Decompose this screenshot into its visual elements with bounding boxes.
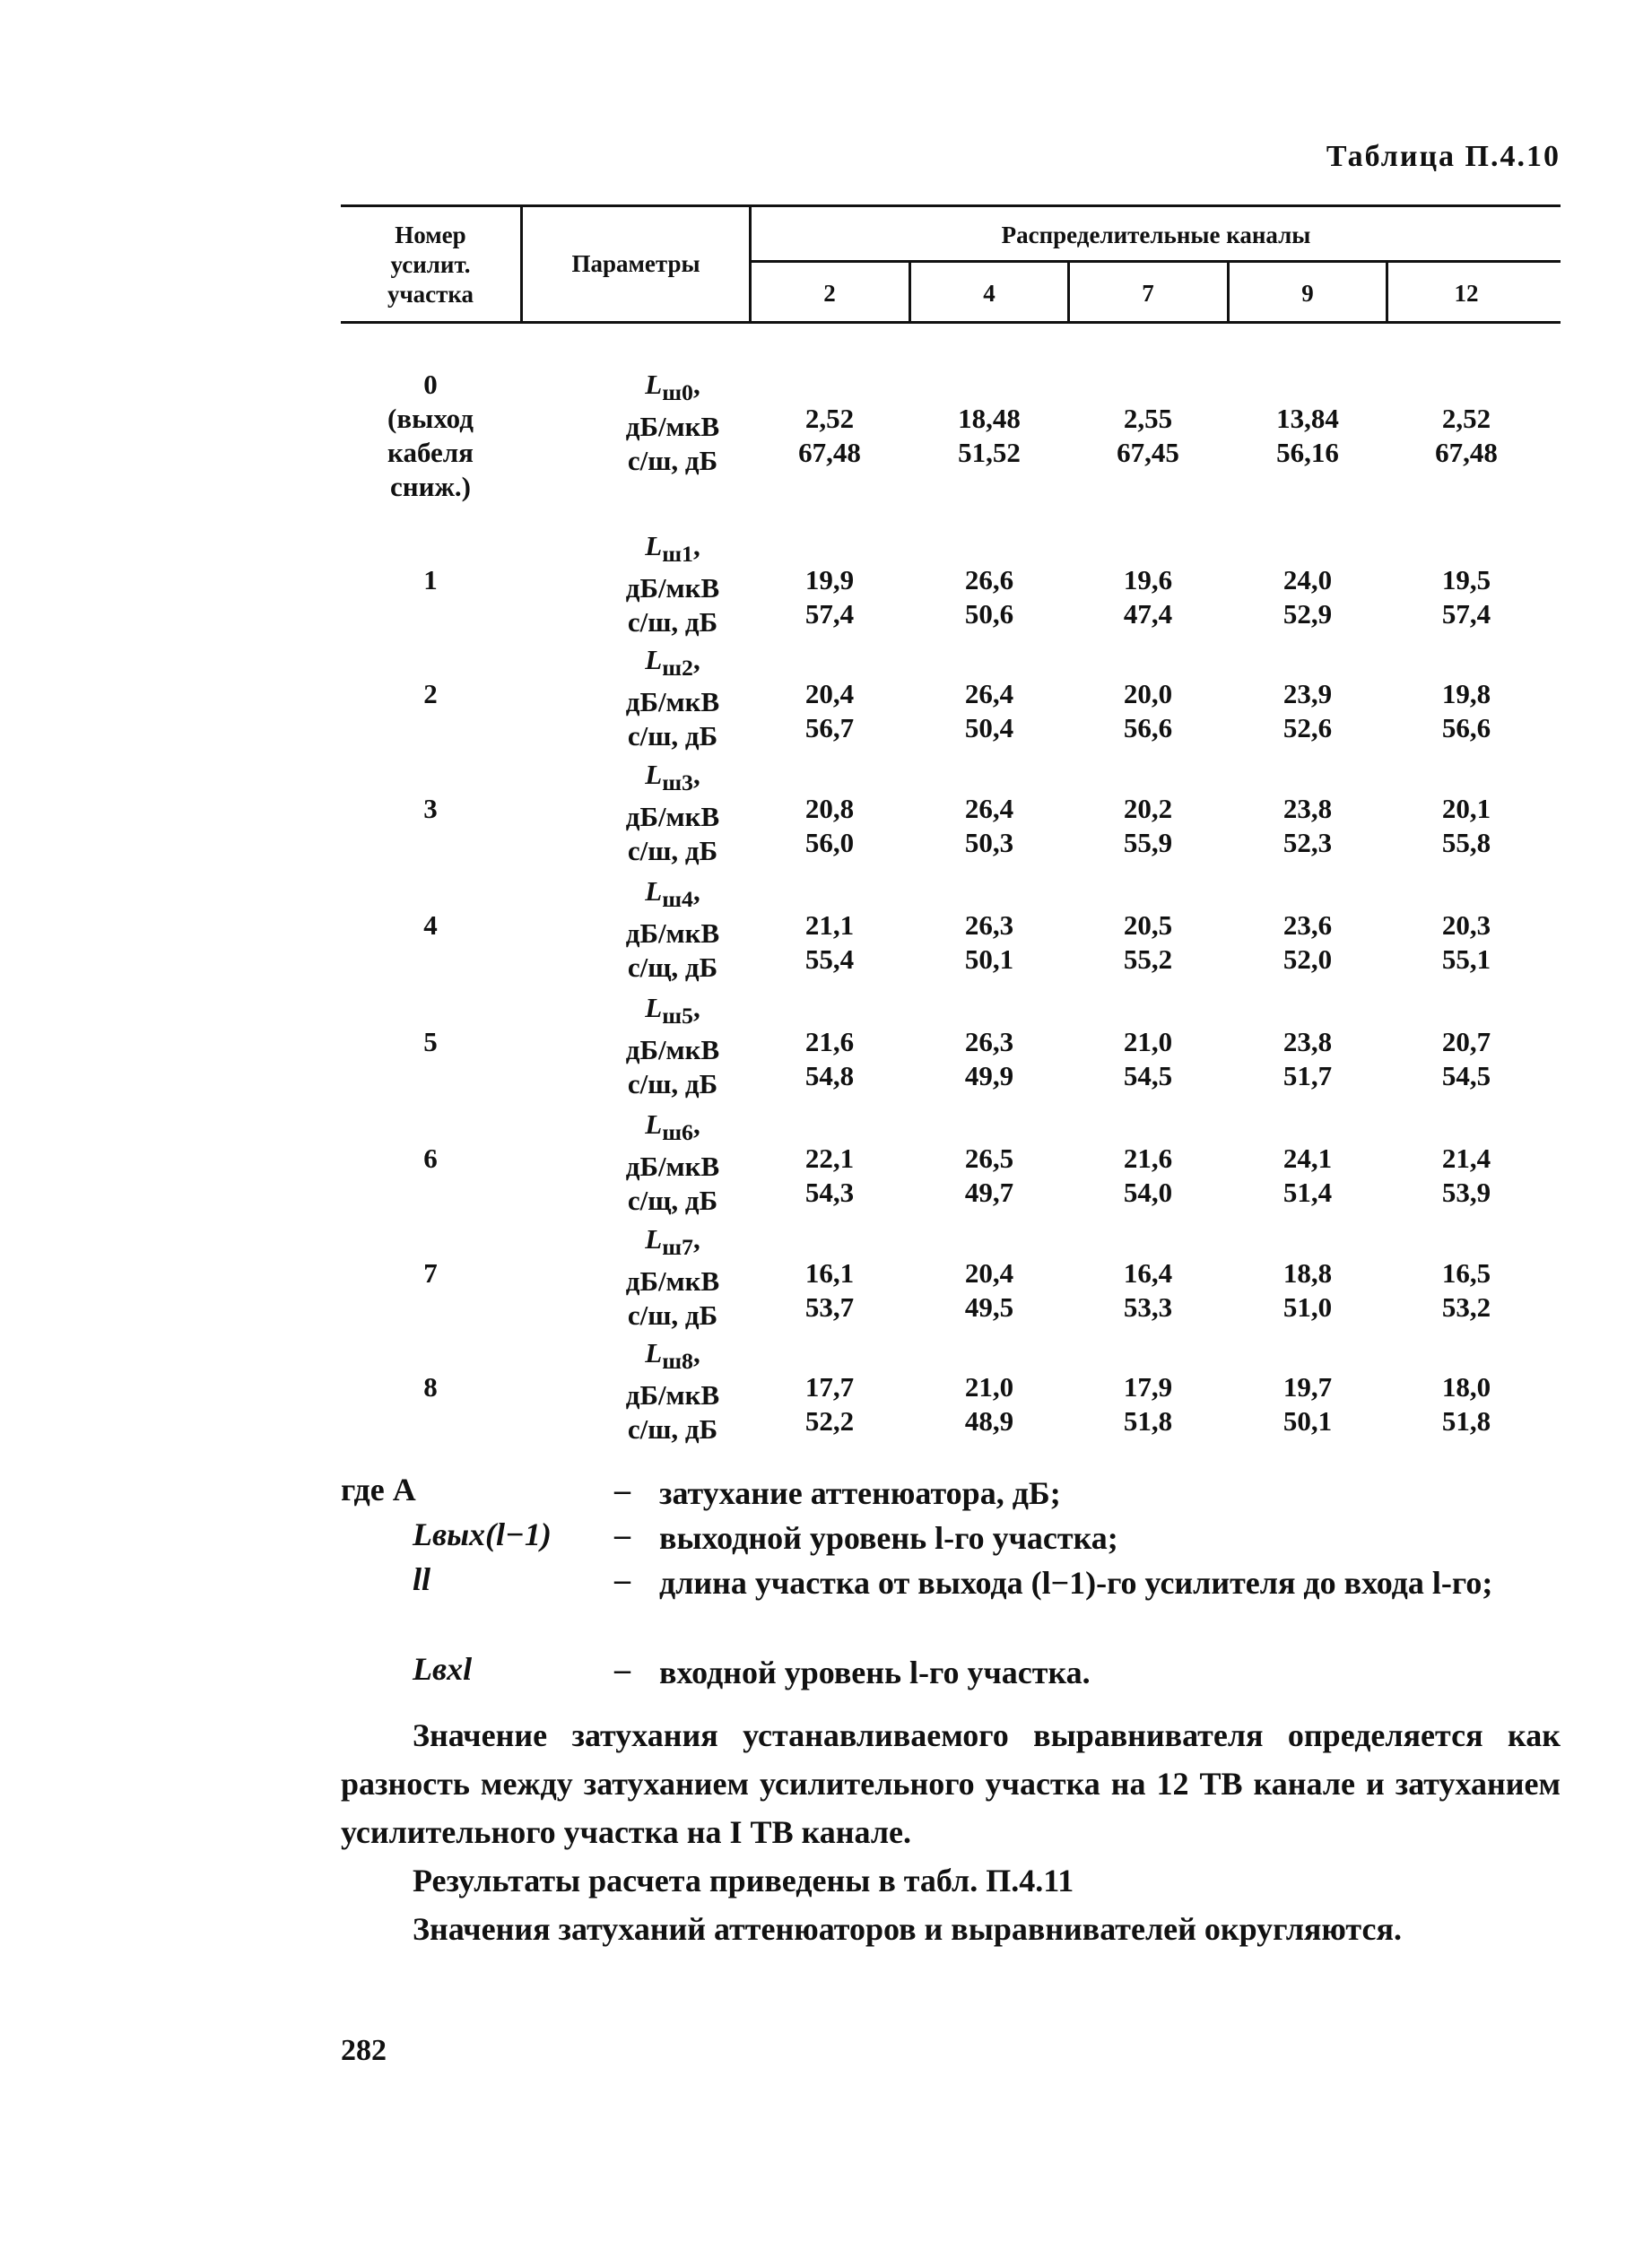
header-channel: 4 — [983, 280, 996, 307]
level-value: 23,8 — [1282, 793, 1333, 824]
sn-unit: с/щ, дБ — [627, 1185, 718, 1217]
level-value: 17,9 — [1123, 1371, 1173, 1403]
level-value: 26,6 — [964, 564, 1014, 595]
sn-value: 54,8 — [804, 1060, 855, 1091]
level-value: 18,48 — [958, 403, 1021, 434]
sn-value: 54,5 — [1441, 1060, 1491, 1091]
level-value: 20,7 — [1441, 1026, 1491, 1057]
legend-intro: где А — [341, 1472, 416, 1507]
table-top-rule — [341, 204, 1561, 207]
sn-value: 51,4 — [1282, 1177, 1333, 1208]
sn-value: 50,4 — [964, 712, 1014, 743]
level-unit: дБ/мкВ — [625, 1034, 720, 1066]
legend-item — [341, 1471, 1569, 1516]
level-value: 16,1 — [804, 1257, 855, 1289]
level-value: 24,1 — [1282, 1143, 1333, 1174]
level-value: 21,1 — [804, 909, 855, 941]
level-unit: дБ/мкВ — [625, 1379, 720, 1412]
level-value: 22,1 — [804, 1143, 855, 1174]
sn-value: 55,9 — [1123, 827, 1173, 858]
level-symbol: $L_{ш8}$, — [645, 1337, 700, 1375]
row-number — [341, 368, 520, 504]
level-unit: дБ/мкВ — [625, 917, 720, 950]
sn-value: 55,1 — [1441, 943, 1491, 975]
level-value: 20,2 — [1123, 793, 1173, 824]
page-number: 282 — [341, 2034, 387, 2067]
sn-value: 51,0 — [1282, 1291, 1333, 1323]
level-value: 20,8 — [804, 793, 855, 824]
row-number: 6 — [423, 1143, 438, 1174]
level-value: 19,8 — [1441, 678, 1491, 709]
sn-value: 67,48 — [1435, 437, 1498, 468]
level-unit: дБ/мкВ — [625, 801, 720, 833]
level-value: 26,4 — [964, 793, 1014, 824]
sn-value: 51,7 — [1282, 1060, 1333, 1091]
legend-dash: – — [614, 1516, 630, 1552]
sn-value: 50,3 — [964, 827, 1014, 858]
sn-value: 47,4 — [1123, 598, 1173, 630]
legend-text: длина участка от выхода (l−1)-го усилителя до входа l-го; — [659, 1565, 1493, 1601]
level-symbol: $L_{ш6}$, — [645, 1108, 700, 1146]
level-value: 18,0 — [1441, 1371, 1491, 1403]
level-symbol: $L_{ш0}$, — [645, 369, 700, 406]
level-value: 20,4 — [964, 1257, 1014, 1289]
sn-value: 56,0 — [804, 827, 855, 858]
paragraph: Результаты расчета приведены в табл. П.4.11 — [413, 1863, 1074, 1898]
legend-dash: – — [614, 1651, 630, 1687]
level-value: 19,5 — [1441, 564, 1491, 595]
channels-group-rule — [749, 260, 1561, 263]
level-value: 18,8 — [1282, 1257, 1333, 1289]
legend-item — [341, 1560, 1569, 1650]
level-value: 20,5 — [1123, 909, 1173, 941]
sn-value: 52,3 — [1282, 827, 1333, 858]
level-value: 20,1 — [1441, 793, 1491, 824]
level-symbol: $L_{ш1}$, — [645, 530, 700, 568]
level-value: 23,9 — [1282, 678, 1333, 709]
level-value: 26,5 — [964, 1143, 1014, 1174]
sn-unit: с/ш, дБ — [627, 720, 718, 752]
sn-value: 55,4 — [804, 943, 855, 975]
row-number: 2 — [423, 678, 438, 709]
legend-symbol: Lвхl — [413, 1651, 473, 1687]
level-value: 26,4 — [964, 678, 1014, 709]
sn-unit: с/ш, дБ — [627, 445, 718, 477]
header-number-col — [341, 221, 520, 309]
row-number: 4 — [423, 909, 438, 941]
header-channel: 7 — [1142, 280, 1154, 307]
row-number-line: 0 — [423, 369, 438, 400]
sn-value: 53,3 — [1123, 1291, 1173, 1323]
level-value: 21,0 — [964, 1371, 1014, 1403]
header-channel: 2 — [823, 280, 836, 307]
level-value: 20,3 — [1441, 909, 1491, 941]
header-bottom-rule — [341, 321, 1561, 324]
header-number-line: участка — [387, 281, 474, 308]
level-unit: дБ/мкВ — [625, 572, 720, 604]
sn-value: 57,4 — [804, 598, 855, 630]
sn-value: 51,8 — [1123, 1405, 1173, 1437]
sn-value: 52,6 — [1282, 712, 1333, 743]
level-value: 2,52 — [1441, 403, 1491, 434]
level-value: 23,8 — [1282, 1026, 1333, 1057]
sn-value: 51,8 — [1441, 1405, 1491, 1437]
sn-value: 54,3 — [804, 1177, 855, 1208]
level-value: 26,3 — [964, 1026, 1014, 1057]
level-unit: дБ/мкВ — [625, 686, 720, 718]
level-value: 2,52 — [804, 403, 855, 434]
level-value: 20,0 — [1123, 678, 1173, 709]
level-value: 19,7 — [1282, 1371, 1333, 1403]
body-text — [341, 1711, 1561, 1953]
sn-value: 50,6 — [964, 598, 1014, 630]
sn-unit: с/ш, дБ — [627, 606, 718, 639]
sn-value: 51,52 — [958, 437, 1021, 468]
level-value: 13,84 — [1276, 403, 1339, 434]
table-caption: Таблица П.4.10 — [1326, 140, 1561, 173]
legend-dash: – — [614, 1472, 630, 1507]
level-value: 2,55 — [1123, 403, 1173, 434]
sn-value: 54,0 — [1123, 1177, 1173, 1208]
legend-item — [341, 1650, 1569, 1695]
level-symbol: $L_{ш4}$, — [645, 875, 700, 913]
level-value: 26,3 — [964, 909, 1014, 941]
row-number: 7 — [423, 1257, 438, 1289]
legend-symbol: Lвых(l−1) — [413, 1516, 552, 1552]
header-channel: 9 — [1301, 280, 1314, 307]
sn-unit: с/ш, дБ — [627, 835, 718, 867]
legend-dash: – — [614, 1561, 630, 1597]
level-value: 23,6 — [1282, 909, 1333, 941]
level-value: 20,4 — [804, 678, 855, 709]
row-number-line: кабеля — [387, 437, 474, 468]
row-number-line: (выход — [387, 403, 474, 434]
level-symbol: $L_{ш2}$, — [645, 644, 700, 682]
sn-value: 54,5 — [1123, 1060, 1173, 1091]
level-unit: дБ/мкВ — [625, 1151, 720, 1183]
level-value: 19,9 — [804, 564, 855, 595]
sn-value: 50,1 — [1282, 1405, 1333, 1437]
level-symbol: $L_{ш3}$, — [645, 759, 700, 796]
level-value: 17,7 — [804, 1371, 855, 1403]
row-number: 3 — [423, 793, 438, 824]
legend-text: затухание аттенюатора, дБ; — [659, 1475, 1061, 1511]
level-value: 21,4 — [1441, 1143, 1491, 1174]
row-number: 5 — [423, 1026, 438, 1057]
level-value: 21,6 — [1123, 1143, 1173, 1174]
sn-value: 56,6 — [1441, 712, 1491, 743]
legend-text: выходной уровень l-го участка; — [659, 1520, 1118, 1556]
sn-value: 50,1 — [964, 943, 1014, 975]
row-number: 8 — [423, 1371, 438, 1403]
sn-value: 55,8 — [1441, 827, 1491, 858]
header-channel: 12 — [1454, 280, 1479, 307]
paragraph: Значение затухания устанавливаемого выравнивателя определяется как разность между затуханием усилительного участка на 12 ТВ канале и затуханием усилительного участка на I ТВ канале. — [341, 1717, 1561, 1850]
header-number-line: Номер — [395, 222, 466, 248]
header-params-col: Параметры — [571, 250, 700, 277]
sn-value: 48,9 — [964, 1405, 1014, 1437]
level-value: 16,5 — [1441, 1257, 1491, 1289]
sn-value: 56,6 — [1123, 712, 1173, 743]
sn-value: 52,0 — [1282, 943, 1333, 975]
sn-value: 53,7 — [804, 1291, 855, 1323]
legend-symbol: ll — [413, 1561, 431, 1597]
level-value: 24,0 — [1282, 564, 1333, 595]
level-unit: дБ/мкВ — [625, 411, 720, 443]
sn-value: 56,16 — [1276, 437, 1339, 468]
level-unit: дБ/мкВ — [625, 1265, 720, 1298]
legend — [341, 1471, 1569, 1695]
legend-text: входной уровень l-го участка. — [659, 1655, 1091, 1690]
sn-value: 52,9 — [1282, 598, 1333, 630]
sn-value: 53,9 — [1441, 1177, 1491, 1208]
sn-value: 57,4 — [1441, 598, 1491, 630]
header-channels-group: Распределительные каналы — [1001, 222, 1311, 248]
level-value: 21,6 — [804, 1026, 855, 1057]
sn-value: 49,9 — [964, 1060, 1014, 1091]
sn-unit: с/щ, дБ — [627, 951, 718, 984]
level-value: 16,4 — [1123, 1257, 1173, 1289]
sn-value: 53,2 — [1441, 1291, 1491, 1323]
level-value: 21,0 — [1123, 1026, 1173, 1057]
header-number-line: усилит. — [390, 251, 471, 278]
row-number: 1 — [423, 564, 438, 595]
level-symbol: $L_{ш5}$, — [645, 992, 700, 1030]
sn-unit: с/ш, дБ — [627, 1068, 718, 1100]
sn-value: 52,2 — [804, 1405, 855, 1437]
sn-value: 67,45 — [1117, 437, 1179, 468]
sn-value: 67,48 — [798, 437, 861, 468]
sn-value: 55,2 — [1123, 943, 1173, 975]
legend-item — [341, 1516, 1569, 1560]
level-value: 19,6 — [1123, 564, 1173, 595]
paragraph: Значения затуханий аттенюаторов и выравнивателей округляются. — [413, 1911, 1402, 1947]
row-number-line: сниж.) — [389, 471, 472, 502]
sn-value: 56,7 — [804, 712, 855, 743]
level-symbol: $L_{ш7}$, — [645, 1223, 700, 1261]
sn-unit: с/ш, дБ — [627, 1413, 718, 1446]
sn-value: 49,5 — [964, 1291, 1014, 1323]
sn-value: 49,7 — [964, 1177, 1014, 1208]
sn-unit: с/ш, дБ — [627, 1299, 718, 1332]
